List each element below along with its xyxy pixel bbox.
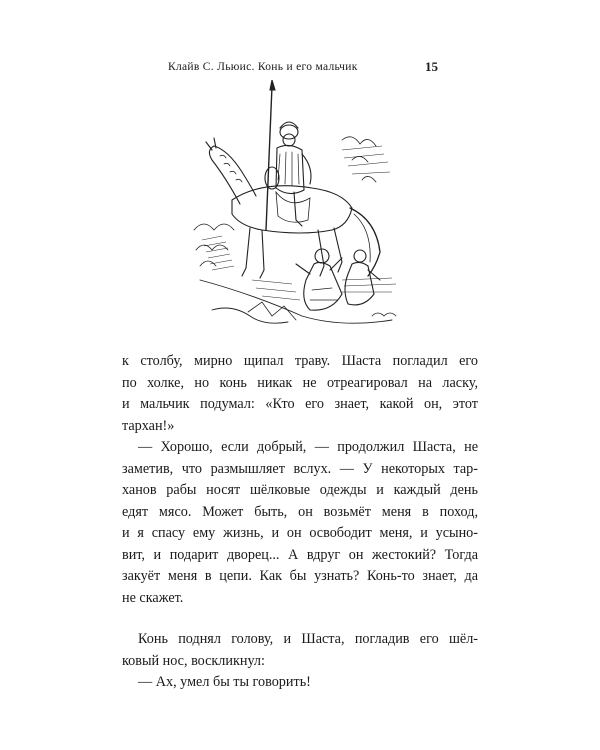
running-title: Клайв С. Льюис. Конь и его мальчик [168, 61, 358, 73]
paragraph [122, 672, 478, 694]
page-number: 15 [425, 59, 438, 74]
body-text [122, 351, 478, 609]
text-line: к столбу, мирно щипал траву. Шаста погладил его [122, 353, 478, 369]
paragraph [122, 351, 478, 437]
text-line: заметив, что размышляет вслух. — У некоторых тар- [122, 460, 478, 477]
text-line: и я спасу ему жизнь, и он освободит меня, и усыно- [122, 525, 478, 541]
rider-illustration [192, 80, 414, 338]
text-line: не скажет. [122, 589, 184, 606]
text-line: едят мясо. Может быть, он возьмёт меня в поход, [122, 503, 478, 520]
text-line: по холке, но конь никак не отреагировал на ласку, [122, 374, 478, 391]
text-line: вит, и подарит дворец... А вдруг он жестокий? Тогда [122, 546, 478, 563]
text-line: Конь поднял голову, и Шаста, погладив его шёл- [138, 631, 478, 647]
text-line: — Хорошо, если добрый, — продолжил Шаста, не [138, 439, 478, 455]
text-line: ковый нос, воскликнул: [122, 652, 265, 669]
text-line: ханов рабы носят шёлковые одежды и каждый день [122, 482, 478, 498]
paragraph [122, 437, 478, 609]
text-line: тархан!» [122, 417, 175, 434]
text-line: и мальчик подумал: «Кто его знает, какой он, этот [122, 396, 478, 412]
text-line: закуёт меня в цепи. Как бы узнать? Конь-то знает, да [122, 568, 478, 584]
text-line: — Ах, умел бы ты говорить! [138, 674, 311, 690]
paragraph [122, 629, 478, 672]
body-text-continued [122, 629, 478, 694]
